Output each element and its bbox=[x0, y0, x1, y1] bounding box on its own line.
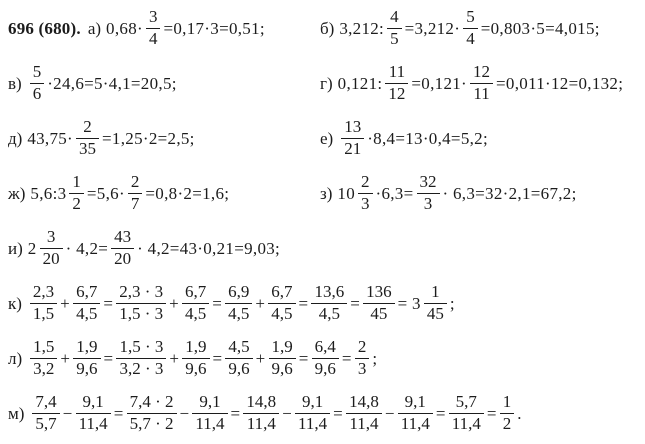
fraction-denominator: 4,5 bbox=[185, 304, 207, 324]
math-text: 3,212: bbox=[339, 18, 385, 38]
solution-row bbox=[8, 1, 639, 56]
fraction-denominator: 20 bbox=[42, 249, 60, 269]
fraction-denominator: 1,5 · 3 bbox=[119, 304, 164, 324]
fraction-denominator: 11,4 bbox=[195, 414, 225, 434]
fraction-denominator: 4,5 bbox=[318, 304, 340, 324]
fraction-numerator: 5 bbox=[32, 62, 42, 82]
math-text: = bbox=[103, 293, 114, 313]
math-text: 0,121: bbox=[337, 73, 383, 93]
fraction-numerator: 1 bbox=[502, 392, 512, 412]
fraction-denominator: 35 bbox=[79, 139, 97, 159]
solution-part bbox=[8, 393, 522, 434]
part-label: д) bbox=[8, 128, 23, 148]
math-text: − bbox=[62, 403, 73, 423]
solution-row bbox=[8, 56, 639, 111]
math-text: = bbox=[103, 348, 114, 368]
fraction bbox=[398, 393, 433, 434]
fraction bbox=[268, 283, 295, 324]
fraction bbox=[73, 338, 100, 379]
solution-part bbox=[320, 63, 623, 104]
fraction bbox=[417, 173, 440, 214]
fraction-numerator: 3 bbox=[148, 7, 158, 27]
fraction-numerator: 11 bbox=[388, 62, 406, 82]
fraction-numerator: 9,1 bbox=[404, 392, 426, 412]
fraction-denominator: 11,4 bbox=[246, 414, 276, 434]
math-text: − bbox=[384, 403, 395, 423]
math-text: 2 bbox=[27, 238, 37, 258]
fraction-denominator: 45 bbox=[426, 304, 444, 324]
math-text: =0,803·5=4,015; bbox=[480, 18, 600, 38]
math-text: . bbox=[517, 403, 522, 423]
fraction-numerator: 6,7 bbox=[271, 282, 293, 302]
solution-part bbox=[8, 283, 455, 324]
fraction-denominator: 3,2 · 3 bbox=[119, 359, 164, 379]
fraction bbox=[500, 393, 515, 434]
math-text: 5,6:3 bbox=[30, 183, 67, 203]
math-text: ·8,4=13·0,4=5,2; bbox=[367, 128, 488, 148]
fraction-denominator: 11,4 bbox=[400, 414, 430, 434]
fraction-denominator: 4,5 bbox=[271, 304, 293, 324]
part-label: г) bbox=[320, 73, 333, 93]
fraction bbox=[182, 338, 209, 379]
math-text: ·24,6=5·4,1=20,5; bbox=[47, 73, 177, 93]
fraction-denominator: 45 bbox=[370, 304, 388, 324]
math-text: + bbox=[169, 293, 180, 313]
part-label: к) bbox=[8, 293, 22, 313]
fraction-numerator: 1,5 bbox=[33, 337, 55, 357]
fraction bbox=[346, 393, 382, 434]
solution-part bbox=[8, 173, 320, 214]
math-text: = bbox=[333, 403, 344, 423]
fraction-numerator: 6,4 bbox=[314, 337, 336, 357]
math-text: =1,25·2=2,5; bbox=[102, 128, 195, 148]
math-text: · 4,2= bbox=[65, 238, 109, 258]
fraction-denominator: 5,7 bbox=[35, 414, 57, 434]
math-text: =3,212· bbox=[404, 18, 461, 38]
math-text: = bbox=[435, 403, 446, 423]
fraction-numerator: 7,4 bbox=[35, 392, 57, 412]
fraction-numerator: 9,1 bbox=[82, 392, 104, 412]
fraction-denominator: 11 bbox=[473, 84, 490, 104]
part-label: ж) bbox=[8, 183, 26, 203]
math-text: 10 bbox=[337, 183, 355, 203]
fraction-numerator: 1,5 · 3 bbox=[119, 337, 164, 357]
fraction bbox=[243, 393, 279, 434]
fraction-denominator: 6 bbox=[32, 84, 42, 104]
math-text: − bbox=[179, 403, 190, 423]
fraction bbox=[358, 173, 373, 214]
math-text: = bbox=[341, 348, 352, 368]
fraction bbox=[69, 173, 84, 214]
solution-row bbox=[8, 331, 639, 386]
fraction-denominator: 20 bbox=[114, 249, 132, 269]
problem-number: 696 (680). bbox=[8, 18, 81, 38]
math-text: = 3 bbox=[397, 293, 421, 313]
fraction-numerator: 2 bbox=[361, 172, 370, 192]
fraction bbox=[192, 393, 227, 434]
fraction-denominator: 4 bbox=[466, 29, 475, 49]
fraction bbox=[312, 338, 339, 379]
fraction-denominator: 11,4 bbox=[78, 414, 108, 434]
fraction-numerator: 2,3 · 3 bbox=[119, 282, 164, 302]
fraction-denominator: 3 bbox=[423, 194, 433, 214]
fraction-numerator: 3 bbox=[46, 227, 56, 247]
fraction-denominator: 5,7 · 2 bbox=[129, 414, 174, 434]
part-label: и) bbox=[8, 238, 23, 258]
math-text: = bbox=[212, 293, 223, 313]
fraction bbox=[269, 338, 296, 379]
fraction bbox=[225, 338, 252, 379]
fraction-denominator: 11,4 bbox=[451, 414, 481, 434]
fraction-denominator: 4 bbox=[148, 29, 158, 49]
math-text: + bbox=[60, 293, 71, 313]
solution-part bbox=[8, 8, 320, 49]
math-text: =0,17·3=0,51; bbox=[163, 18, 265, 38]
fraction bbox=[146, 8, 161, 49]
fraction bbox=[225, 283, 252, 324]
math-text: = bbox=[298, 293, 309, 313]
fraction-numerator: 13,6 bbox=[314, 282, 345, 302]
fraction-numerator: 14,8 bbox=[349, 392, 379, 412]
fraction-numerator: 1 bbox=[72, 172, 81, 192]
fraction-denominator: 7 bbox=[130, 194, 140, 214]
fraction-numerator: 2 bbox=[130, 172, 140, 192]
math-text: − bbox=[282, 403, 293, 423]
fraction bbox=[116, 338, 166, 379]
fraction-numerator: 43 bbox=[114, 227, 132, 247]
fraction-numerator: 1,9 bbox=[76, 337, 98, 357]
fraction-numerator: 7,4 · 2 bbox=[129, 392, 174, 412]
fraction bbox=[424, 283, 447, 324]
fraction-numerator: 2,3 bbox=[32, 282, 55, 302]
fraction-numerator: 4 bbox=[390, 7, 399, 27]
fraction bbox=[127, 393, 177, 434]
math-text: = bbox=[350, 293, 361, 313]
fraction-numerator: 5 bbox=[466, 7, 475, 27]
fraction-denominator: 9,6 bbox=[314, 359, 336, 379]
math-text: + bbox=[169, 348, 180, 368]
math-text: · 4,2=43·0,21=9,03; bbox=[137, 238, 281, 258]
math-text: ·6,3= bbox=[375, 183, 414, 203]
solution-part bbox=[8, 118, 320, 159]
fraction bbox=[311, 283, 347, 324]
fraction-denominator: 21 bbox=[344, 139, 362, 159]
fraction bbox=[295, 393, 330, 434]
fraction-denominator: 12 bbox=[388, 84, 406, 104]
part-label: а) bbox=[87, 18, 102, 38]
fraction bbox=[182, 283, 209, 324]
part-label: м) bbox=[8, 403, 25, 423]
fraction-numerator: 136 bbox=[366, 282, 392, 302]
part-label: е) bbox=[320, 128, 334, 148]
math-text: =0,011·12=0,132; bbox=[496, 73, 624, 93]
solution-row bbox=[8, 221, 639, 276]
solution-part bbox=[8, 338, 377, 379]
fraction-numerator: 6,7 bbox=[185, 282, 207, 302]
fraction-denominator: 3 bbox=[361, 194, 370, 214]
fraction-numerator: 1,9 bbox=[271, 337, 293, 357]
fraction bbox=[363, 283, 395, 324]
fraction bbox=[76, 393, 111, 434]
fraction-numerator: 14,8 bbox=[246, 392, 277, 412]
fraction bbox=[116, 283, 166, 324]
fraction bbox=[111, 228, 134, 269]
math-text: = bbox=[298, 348, 309, 368]
fraction-numerator: 9,1 bbox=[301, 392, 324, 412]
fraction-numerator: 2 bbox=[357, 337, 367, 357]
part-label: б) bbox=[320, 18, 335, 38]
part-label: з) bbox=[320, 183, 333, 203]
fraction bbox=[40, 228, 63, 269]
math-text: =0,8·2=1,6; bbox=[145, 183, 230, 203]
fraction bbox=[449, 393, 484, 434]
fraction bbox=[76, 118, 99, 159]
fraction-denominator: 9,6 bbox=[185, 359, 207, 379]
fraction bbox=[128, 173, 143, 214]
fraction-denominator: 2 bbox=[502, 414, 512, 434]
fraction-denominator: 5 bbox=[390, 29, 399, 49]
fraction bbox=[463, 8, 478, 49]
math-text: ; bbox=[449, 293, 455, 313]
math-text: = bbox=[230, 403, 241, 423]
math-text: =0,121· bbox=[411, 73, 468, 93]
fraction-denominator: 9,6 bbox=[76, 359, 98, 379]
fraction bbox=[32, 393, 59, 434]
fraction-denominator: 4,5 bbox=[228, 304, 250, 324]
fraction-denominator: 9,6 bbox=[228, 359, 250, 379]
math-text: = bbox=[212, 348, 223, 368]
fraction-denominator: 11,4 bbox=[349, 414, 379, 434]
math-text: =5,6· bbox=[86, 183, 125, 203]
solution-part bbox=[320, 118, 488, 159]
fraction-denominator: 9,6 bbox=[271, 359, 293, 379]
fraction-numerator: 4,5 bbox=[228, 337, 250, 357]
fraction bbox=[387, 8, 402, 49]
math-text: ; bbox=[372, 348, 378, 368]
solution-part bbox=[8, 228, 280, 269]
solution-row bbox=[8, 111, 639, 166]
math-text: = bbox=[486, 403, 497, 423]
math-text: · 6,3=32·2,1=67,2; bbox=[442, 183, 577, 203]
fraction-denominator: 11,4 bbox=[298, 414, 328, 434]
solution-row bbox=[8, 166, 639, 221]
fraction-numerator: 6,7 bbox=[76, 282, 98, 302]
math-text: = bbox=[113, 403, 124, 423]
fraction bbox=[30, 283, 57, 324]
solution-part bbox=[8, 63, 320, 104]
solution-part bbox=[320, 173, 577, 214]
fraction bbox=[355, 338, 370, 379]
fraction bbox=[30, 63, 45, 104]
fraction-numerator: 2 bbox=[83, 117, 92, 137]
fraction-numerator: 1 bbox=[431, 282, 440, 302]
fraction-numerator: 12 bbox=[473, 62, 491, 82]
fraction-numerator: 13 bbox=[344, 117, 362, 137]
fraction bbox=[385, 63, 408, 104]
math-text: + bbox=[255, 293, 266, 313]
fraction bbox=[470, 63, 493, 104]
fraction bbox=[30, 338, 57, 379]
math-text: 0,68· bbox=[106, 18, 143, 38]
fraction-denominator: 2 bbox=[72, 194, 81, 214]
fraction-numerator: 9,1 bbox=[199, 392, 221, 412]
math-text: 43,75· bbox=[27, 128, 74, 148]
fraction-denominator: 3 bbox=[357, 359, 367, 379]
math-text: + bbox=[255, 348, 266, 368]
part-label: л) bbox=[8, 348, 23, 368]
fraction-numerator: 32 bbox=[419, 172, 437, 192]
math-text: + bbox=[60, 348, 71, 368]
fraction-denominator: 3,2 bbox=[33, 359, 55, 379]
fraction-numerator: 5,7 bbox=[455, 392, 477, 412]
solution-rows bbox=[8, 1, 639, 441]
fraction-denominator: 4,5 bbox=[76, 304, 98, 324]
solution-row bbox=[8, 276, 639, 331]
part-label: в) bbox=[8, 73, 22, 93]
fraction bbox=[73, 283, 100, 324]
fraction-numerator: 6,9 bbox=[228, 282, 250, 302]
fraction-numerator: 1,9 bbox=[185, 337, 207, 357]
solution-part bbox=[320, 8, 600, 49]
solution-row bbox=[8, 386, 639, 441]
fraction-denominator: 1,5 bbox=[32, 304, 55, 324]
fraction bbox=[341, 118, 364, 159]
